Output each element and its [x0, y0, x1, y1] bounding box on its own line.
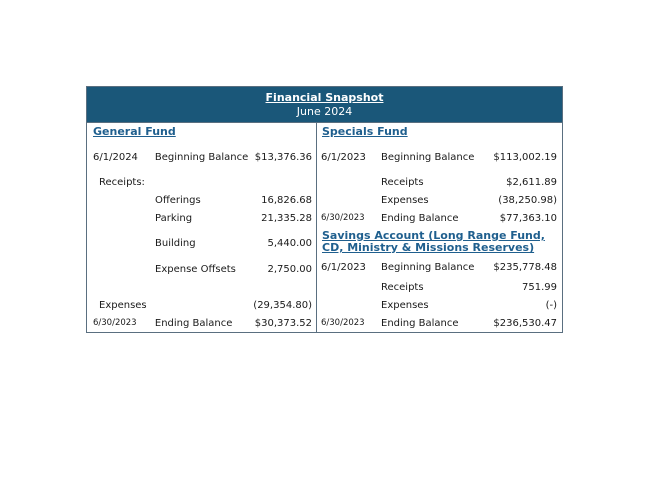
row-label: Building	[155, 238, 196, 249]
row-amount: $77,363.10	[499, 212, 557, 224]
row-date: 6/1/2024	[93, 151, 138, 163]
row-amount: (29,354.80)	[253, 299, 312, 311]
snapshot-header	[87, 87, 562, 123]
row-label: Ending Balance	[381, 212, 459, 224]
specials-fund-row	[317, 173, 562, 191]
row-amount: 16,826.68	[261, 194, 312, 206]
row-date: Expenses	[99, 299, 147, 311]
row-date: 6/30/2023	[321, 318, 365, 328]
row-amount: $2,611.89	[506, 176, 557, 188]
row-label: Ending Balance	[381, 317, 459, 329]
general-fund-row	[87, 260, 316, 278]
row-date: 6/1/2023	[321, 151, 366, 163]
snapshot-title: Financial Snapshot	[265, 91, 384, 104]
specials-fund-row	[317, 141, 562, 173]
row-amount: 21,335.28	[261, 212, 312, 224]
general-fund-row	[87, 173, 316, 191]
snapshot-subtitle: June 2024	[296, 105, 353, 118]
savings-account-title: Savings Account (Long Range Fund, CD, Ministry & Missions Reserves)	[322, 229, 545, 254]
financial-snapshot-table	[86, 86, 563, 333]
row-label: Beginning Balance	[381, 151, 475, 163]
savings-account-row	[317, 314, 562, 332]
row-amount: $113,002.19	[493, 151, 557, 163]
row-amount: 2,750.00	[267, 263, 312, 275]
row-label: Receipts	[381, 176, 424, 188]
savings-account-row	[317, 278, 562, 296]
row-amount: (-)	[545, 299, 557, 311]
row-amount: $30,373.52	[254, 317, 312, 329]
row-amount: 5,440.00	[267, 238, 312, 249]
general-fund-row	[87, 209, 316, 227]
row-label: Offerings	[155, 194, 201, 206]
savings-account-row	[317, 257, 562, 278]
general-fund-row	[87, 296, 316, 314]
row-amount: $235,778.48	[493, 262, 557, 273]
row-date: Receipts:	[99, 176, 145, 188]
savings-account-row	[317, 296, 562, 314]
general-fund-row	[87, 141, 316, 173]
general-fund-title: General Fund	[93, 125, 176, 138]
general-fund-row	[87, 227, 316, 260]
general-fund-row	[87, 314, 316, 332]
general-fund-spacer-row	[87, 278, 316, 296]
row-amount: $13,376.36	[254, 151, 312, 163]
row-date: 6/30/2023	[321, 213, 365, 223]
general-fund-row	[87, 191, 316, 209]
row-label: Expenses	[381, 194, 429, 206]
row-label: Expenses	[381, 299, 429, 311]
row-label: Beginning Balance	[154, 151, 249, 163]
row-date: 6/1/2023	[321, 262, 366, 273]
specials-fund-row	[317, 191, 562, 209]
row-label: Receipts	[381, 281, 424, 293]
specials-fund-title: Specials Fund	[322, 125, 408, 138]
row-label: Expense Offsets	[155, 263, 236, 275]
specials-fund-row	[317, 209, 562, 227]
row-date: 6/30/2023	[93, 318, 137, 328]
row-label: Parking	[155, 212, 193, 224]
row-amount: $236,530.47	[493, 317, 557, 329]
snapshot-body	[87, 123, 562, 332]
general-fund-column	[87, 123, 317, 332]
row-amount: (38,250.98)	[498, 194, 557, 206]
row-label: Ending Balance	[154, 317, 233, 329]
row-amount: 751.99	[522, 281, 557, 293]
specials-savings-column	[317, 123, 562, 332]
row-label: Beginning Balance	[381, 262, 475, 273]
